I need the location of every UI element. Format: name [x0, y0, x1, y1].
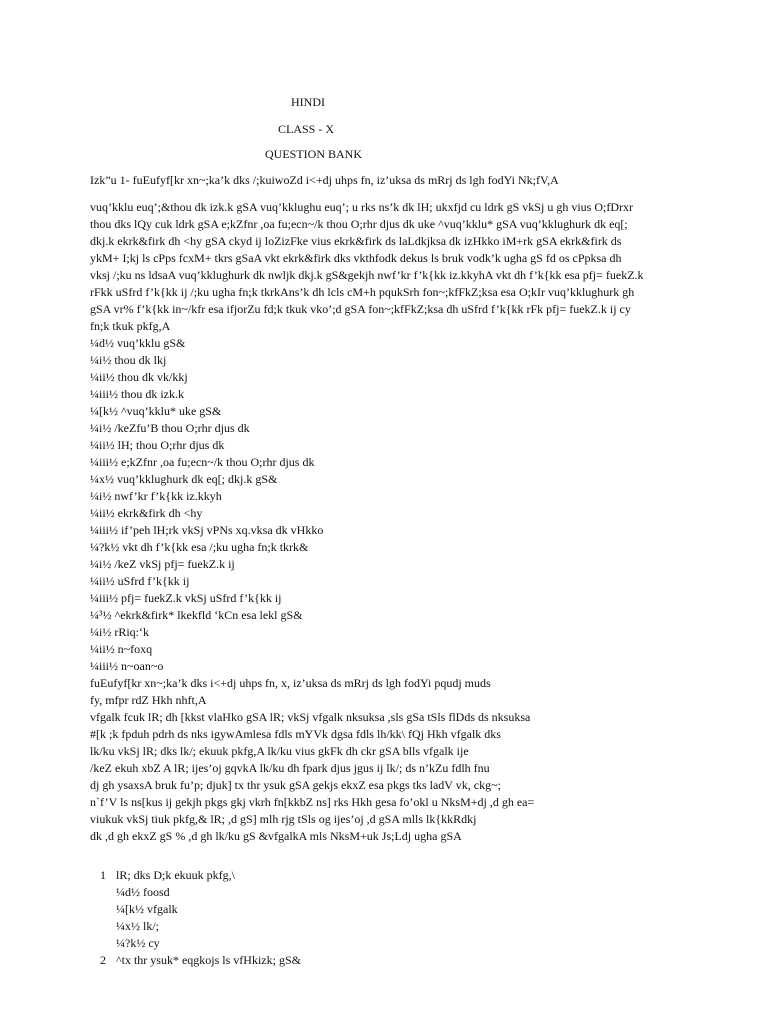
passage-line: thou dks lQy cuk ldrk gSA e;kZfnr ,oa fu;ecn~/k thou O;rhr djus dk uke ^vuq’kklu* gSA vuq’kklughurk dk eq[;: [90, 217, 628, 231]
passage-line: #[k ;k fpduh pdrh ds nks igywAmlesa fdls mYVk dgsa fdls lh/kk\ fQj Hkh vfgalk dks: [90, 727, 501, 741]
list-item-text: ^tx thr ysuk* eqgkojs ls vfHkizk; gS&: [116, 953, 301, 967]
option-line: ¼i½ thou dk lkj: [90, 353, 167, 367]
list-item-text: ¼d½ foosd: [116, 885, 170, 899]
subject-heading: HINDI: [291, 95, 325, 109]
passage-line: ykM+ I;kj ls cPps fcxM+ tkrs gSaA vkt ekrk&firk dks vkthfodk dekus ls bruk vodk’k ugha gS fd os cPpksa dh: [90, 251, 622, 265]
passage-line: vksj /;ku ns ldsaA vuq’kklughurk dk nwljk dkj.k gS&gekjh nwf’kr f’k{kk iz.kkyhA vkt dh f’k{kk esa pfj= fuekZ.k: [90, 268, 644, 282]
passage-line: dj gh ysaxsA bruk fu’p; djuk] tx thr ysuk gSA gekjs ekxZ esa pkgs tks ladV vk, ckg~;: [90, 778, 501, 792]
option-line: ¼³½ ^ekrk&firk* lkekfld ‘kCn esa lekl gS&: [90, 608, 303, 622]
option-line: ¼ii½ ekrk&firk dh <hy: [90, 506, 203, 520]
passage-line: rFkk uSfrd f’k{kk ij /;ku ugha fn;k tkrkAns’k dh lcls cM+h pqukSrh fon~;kfFkZ;ksa esa O;kIr vuq’kklughurk gh: [90, 285, 635, 299]
list-item-number: 2: [100, 953, 106, 967]
option-line: ¼i½ nwf’kr f’k{kk iz.kkyh: [90, 489, 222, 503]
question-2-prompt: [90, 675, 690, 709]
list-item: [100, 884, 690, 901]
option-line: ¼ii½ thou dk vk/kkj: [90, 370, 188, 384]
option-line: ¼ii½ lH; thou O;rhr djus dk: [90, 438, 225, 452]
passage-line: vfgalk fcuk lR; dh [kkst vlaHko gSA lR; vkSj vfgalk nksuksa ,sls gSa tSls flDds ds nksuksa: [90, 710, 531, 724]
option-line: ¼i½ rRiq:‘k: [90, 625, 149, 639]
option-line: ¼iii½ pfj= fuekZ.k vkSj uSfrd f’k{kk ij: [90, 591, 282, 605]
passage-line: n`f’V ls ns[kus ij gekjh pkgs gkj vkrh fn[kkbZ ns] rks Hkh gesa fo’okl u NksM+dj ,d gh ea=: [90, 795, 535, 809]
passage-line: /keZ ekuh xbZ A lR; ijes’oj gqvkA lk/ku dh fpark djus jgus ij lk/; ds n’kZu fdlh fnu: [90, 761, 490, 775]
option-line: ¼i½ /keZ vkSj pfj= fuekZ.k ij: [90, 557, 235, 571]
passage-1: [90, 199, 690, 335]
passage-line: viukuk vkSj tiuk pkfg,& lR; ,d gS] mlh rjg tSls og ijes’oj ,d gSA mlls lk{kkRdkj: [90, 812, 477, 826]
option-line: ¼x½ vuq’kklughurk dk eq[; dkj.k gS&: [90, 472, 278, 486]
passage-line: dkj.k ekrk&firk dh <hy gSA ckyd ij loZizFke vius ekrk&firk ds laLdkjksa dk izHkko iM+rk gSA ekrk&firk ds: [90, 234, 622, 248]
list-item-text: ¼x½ lk/;: [116, 919, 160, 933]
option-line: ¼?k½ vkt dh f’k{kk esa /;ku ugha fn;k tkrk&: [90, 540, 309, 554]
list-item-text: ¼[k½ vfgalk: [116, 902, 178, 916]
list-item: [100, 867, 690, 884]
passage-2-questions: [90, 867, 690, 969]
passage-line: lk/ku vkSj lR; dks lk/; ekuuk pkfg,A lk/ku vius gkFk dh ckr gSA blls vfgalk ije: [90, 744, 469, 758]
question-1-prompt: Izk”u 1- fuEufyf[kr xn~;ka’k dks /;kuiwoZd i<+dj uhps fn, iz’uksa ds mRrj ds lgh fodYi Nk;fV,A: [90, 173, 559, 187]
list-item: [100, 935, 690, 952]
option-line: ¼[k½ ^vuq’kklu* uke gS&: [90, 404, 222, 418]
list-item-text: lR; dks D;k ekuuk pkfg,\: [116, 868, 235, 882]
list-item-text: ¼?k½ cy: [116, 936, 160, 950]
option-line: ¼iii½ if’peh lH;rk vkSj vPNs xq.vksa dk vHkko: [90, 523, 324, 537]
option-line: ¼i½ /keZfu’B thou O;rhr djus dk: [90, 421, 250, 435]
passage-line: fn;k tkuk pkfg,A: [90, 319, 171, 333]
question-line: fuEufyf[kr xn~;ka’k dks i<+dj uhps fn, x, iz’uksa ds mRrj ds lgh fodYi pqudj muds: [90, 676, 491, 690]
option-line: ¼ii½ n~foxq: [90, 642, 153, 656]
question-1-options: [90, 335, 690, 675]
list-item-number: 1: [100, 868, 106, 882]
document-body: [90, 172, 690, 969]
passage-line: vuq’kklu euq’;&thou dk izk.k gSA vuq’kklughu euq’; u rks ns’k dk lH; ukxfjd cu ldrk gS vkSj u gh vius O;fDrxr: [90, 200, 633, 214]
option-line: ¼ii½ uSfrd f’k{kk ij: [90, 574, 190, 588]
question-bank-heading: QUESTION BANK: [265, 147, 362, 161]
passage-line: gSA vr% f’k{kk in~/kfr esa ifjorZu fd;k tkuk vko’;d gSA fon~;kfFkZ;ksa dh uSfrd f’k{kk rFk pfj= fuekZ.k ij cy: [90, 302, 631, 316]
option-line: ¼iii½ e;kZfnr ,oa fu;ecn~/k thou O;rhr djus dk: [90, 455, 315, 469]
list-item: [100, 952, 690, 969]
list-item: [100, 918, 690, 935]
option-line: ¼d½ vuq’kklu gS&: [90, 336, 186, 350]
option-line: ¼iii½ thou dk izk.k: [90, 387, 184, 401]
class-heading: CLASS - X: [278, 122, 335, 136]
list-item: [100, 901, 690, 918]
passage-2: [90, 709, 690, 845]
question-line: fy, mfpr rdZ Hkh nhft,A: [90, 693, 207, 707]
option-line: ¼iii½ n~oan~o: [90, 659, 164, 673]
passage-line: dk ,d gh ekxZ gS % ,d gh lk/ku gS &vfgalkA mls NksM+uk Js;Ldj ugha gSA: [90, 829, 462, 843]
